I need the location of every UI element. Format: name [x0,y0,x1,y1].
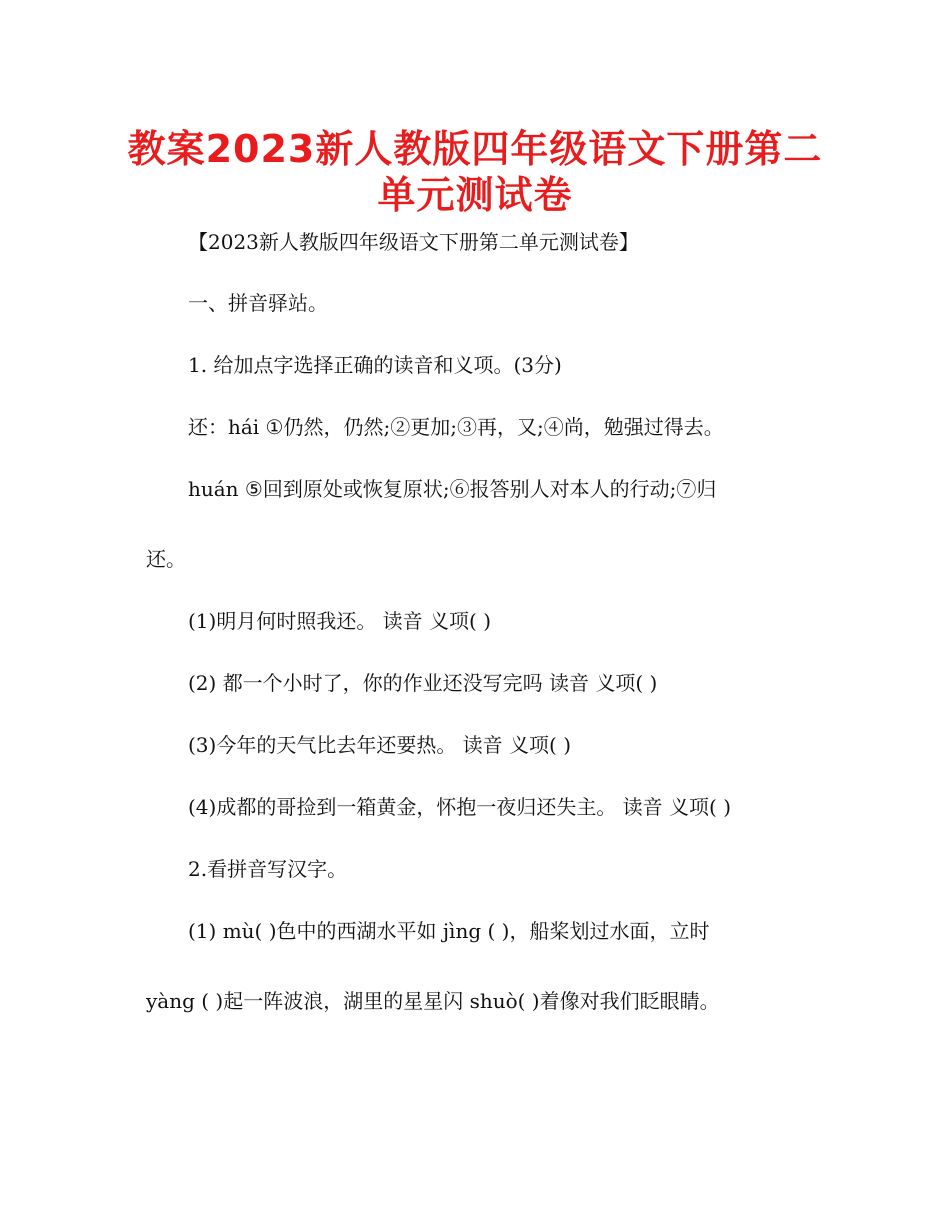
question-2-line-2: yàng ( )起一阵波浪，湖里的星星闪 shuò( )着像对我们眨眼睛。 [146,989,720,1013]
question-1-huan-definitions-cont: 还。 [146,547,186,571]
question-1-sentence-1: (1)明月何时照我还。 读音 义项( ) [188,609,492,633]
question-2-line-1: (1) mù( )色中的西湖水平如 jìng ( )，船桨划过水面，立时 [188,919,710,943]
document-subtitle: 【2023新人教版四年级语文下册第二单元测试卷】 [188,230,639,254]
question-1-huan-definitions: huán ⑤回到原处或恢复原状;⑥报答别人对本人的行动;⑦归 [188,477,717,501]
question-1-sentence-3: (3)今年的天气比去年还要热。 读音 义项( ) [188,733,572,757]
document-title-line-1: 教案2023新人教版四年级语文下册第二 [127,127,823,171]
question-1-hai-definitions: 还：hái ①仍然，仍然;②更加;③再，又;④尚，勉强过得去。 [188,415,724,439]
question-1-sentence-2: (2) 都一个小时了，你的作业还没写完吗 读音 义项( ) [188,671,658,695]
question-2-stem: 2.看拼音写汉字。 [188,857,348,881]
question-1-sentence-4: (4)成都的哥捡到一箱黄金，怀抱一夜归还失主。 读音 义项( ) [188,795,732,819]
document-title-line-2: 单元测试卷 [377,173,573,217]
section-heading-pinyin: 一、拼音驿站。 [188,291,328,315]
question-1-stem: 1. 给加点字选择正确的读音和义项。(3分) [188,353,562,377]
